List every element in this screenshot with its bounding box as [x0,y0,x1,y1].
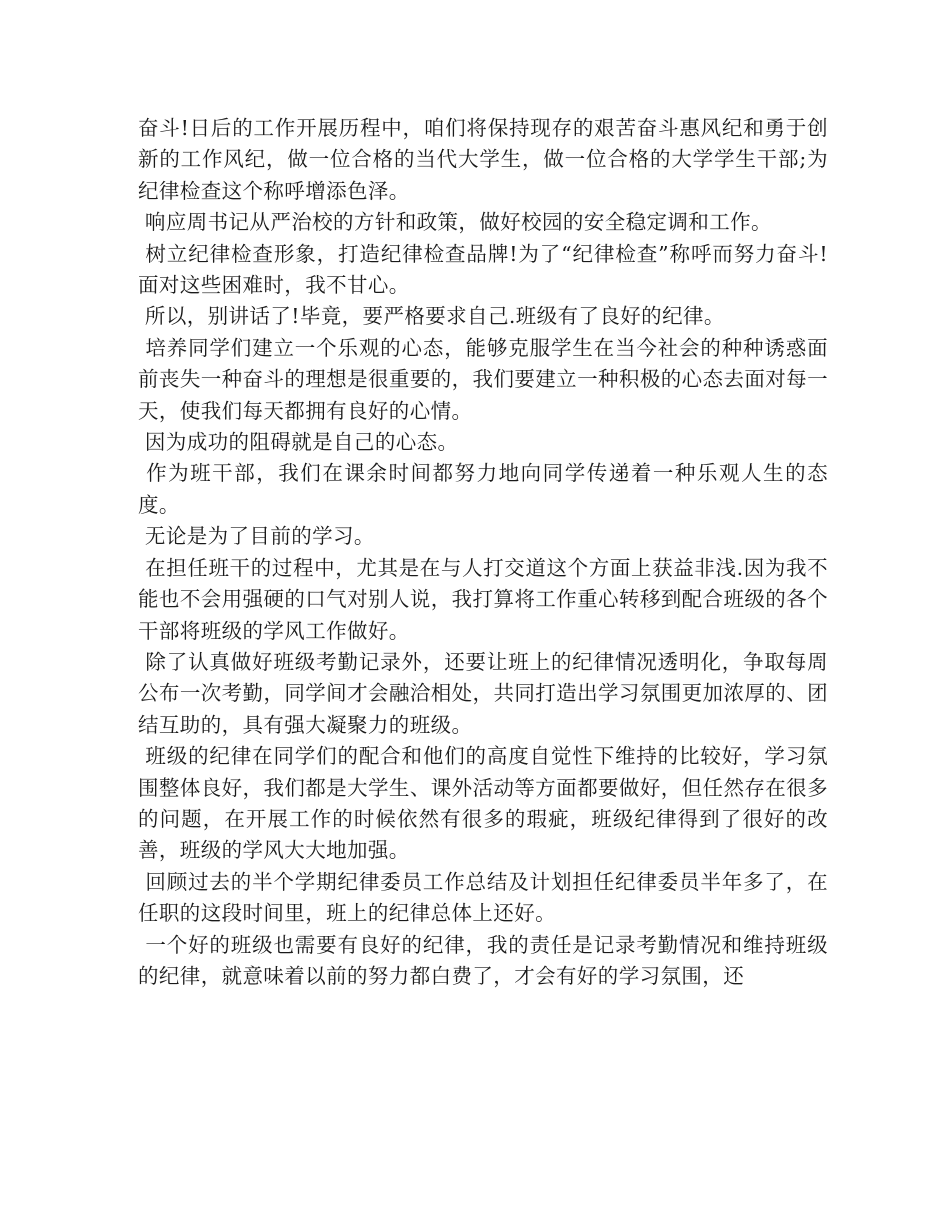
document-body [138,113,849,992]
paragraph: 奋斗!日后的工作开展历程中，咱们将保持现存的艰苦奋斗惠风纪和勇于创新的工作风纪，做一位合格的当代大学生，做一位合格的大学学生干部;为纪律检查这个称呼增添色泽。 [138,116,828,203]
paragraph: 班级的纪律在同学们的配合和他们的高度自觉性下维持的比较好，学习氛围整体良好，我们都是大学生、课外活动等方面都要做好，但任然存在很多的问题，在开展工作的时候依然有很多的瑕疵，班级纪律得到了很好的改善，班级的学风大大地加强。 [138,744,828,863]
paragraph: 除了认真做好班级考勤记录外，还要让班上的纪律情况透明化，争取每周公布一次考勤，同学间才会融洽相处，共同打造出学习氛围更加浓厚的、团结互助的，具有强大凝聚力的班级。 [138,649,828,737]
paragraph: 因为成功的阻碍就是自己的心态。 [138,430,459,455]
paragraph: 回顾过去的半个学期纪律委员工作总结及计划担任纪律委员半年多了，在任职的这段时间里，班上的纪律总体上还好。 [138,869,828,926]
paragraph: 所以，别讲话了!毕竟，要严格要求自己.班级有了良好的纪律。 [138,304,725,329]
paragraph: 在担任班干的过程中，尤其是在与人打交道这个方面上获益非浅.因为我不能也不会用强硬的口气对别人说，我打算将工作重心转移到配合班级的各个干部将班级的学风工作做好。 [138,555,828,643]
paragraph: 一个好的班级也需要有良好的纪律，我的责任是记录考勤情况和维持班级的纪律，就意味着以前的努力都白费了，才会有好的学习氛围，还 [138,932,828,988]
paragraph: 作为班干部，我们在课余时间都努力地向同学传递着一种乐观人生的态度。 [138,461,828,517]
paragraph: 响应周书记从严治校的方针和政策，做好校园的安全稳定调和工作。 [138,210,772,235]
paragraph: 培养同学们建立一个乐观的心态，能够克服学生在当今社会的种种诱惑面前丧失一种奋斗的理想是很重要的，我们要建立一种积极的心态去面对每一天，使我们每天都拥有良好的心情。 [138,335,828,423]
paragraph: 无论是为了目前的学习。 [138,524,375,549]
paragraph: 树立纪律检查形象，打造纪律检查品牌!为了“纪律检查”称呼而努力奋斗! 面对这些困难时，我不甘心。 [138,241,849,298]
